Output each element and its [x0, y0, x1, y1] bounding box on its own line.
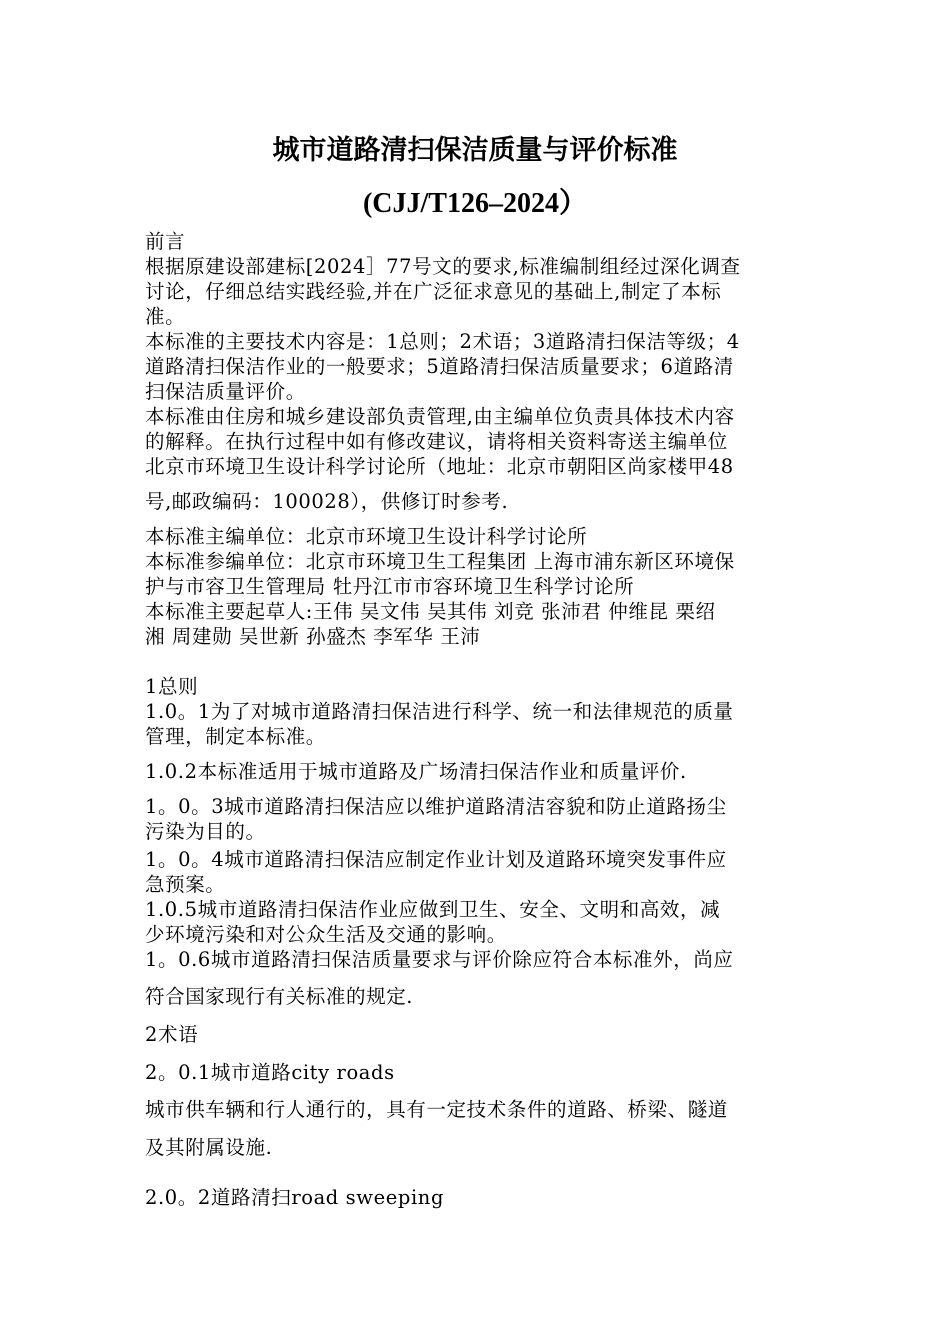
text-line: 号,邮政编码：100028），供修订时参考.: [145, 490, 509, 513]
text-line: 2。0.1城市道路city roads: [145, 1061, 395, 1084]
text-line: 城市供车辆和行人通行的，具有一定技术条件的道路、桥梁、隧道: [145, 1098, 728, 1121]
text-line: 1.0。1为了对城市道路清扫保洁进行科学、统一和法律规范的质量: [145, 700, 734, 723]
text-line: 道路清扫保洁作业的一般要求；5道路清扫保洁质量要求；6道路清: [145, 355, 734, 378]
text-line: 本标准主要起草人:王伟 吴文伟 吴其伟 刘竞 张沛君 仲维昆 栗绍: [145, 600, 716, 623]
text-line: 根据原建设部建标[2024］77号文的要求,标准编制组经过深化调查: [145, 255, 741, 278]
text-line: 1。0。3城市道路清扫保洁应以维护道路清洁容貌和防止道路扬尘: [145, 795, 727, 818]
text-line: 1总则: [145, 675, 199, 698]
text-line: 北京市环境卫生设计科学讨论所（地址：北京市朝阳区尚家楼甲48: [145, 455, 734, 478]
text-line: 准。: [145, 305, 186, 328]
text-line: 1.0.5城市道路清扫保洁作业应做到卫生、安全、文明和高效，减: [145, 898, 721, 921]
text-line: 1.0.2本标准适用于城市道路及广场清扫保洁作业和质量评价.: [145, 760, 687, 783]
document-title: 城市道路清扫保洁质量与评价标准: [272, 135, 678, 166]
text-line: 符合国家现行有关标准的规定.: [145, 985, 414, 1008]
text-line: 2术语: [145, 1023, 199, 1046]
text-line: 本标准由住房和城乡建设部负责管理,由主编单位负责具体技术内容: [145, 405, 735, 428]
text-line: 急预案。: [145, 873, 226, 896]
text-line: 2.0。2道路清扫road sweeping: [145, 1186, 445, 1209]
text-line: 本标准的主要技术内容是：1总则；2术语；3道路清扫保洁等级；4: [145, 330, 740, 353]
text-line: 护与市容卫生管理局 牡丹江市市容环境卫生科学讨论所: [145, 575, 635, 598]
text-line: 的解释。在执行过程中如有修改建议，请将相关资料寄送主编单位: [145, 430, 728, 453]
text-line: 1。0。4城市道路清扫保洁应制定作业计划及道路环境突发事件应: [145, 848, 727, 871]
text-line: 讨论，仔细总结实践经验,并在广泛征求意见的基础上,制定了本标: [145, 280, 722, 303]
text-line: 本标准参编单位：北京市环境卫生工程集团 上海市浦东新区环境保: [145, 550, 735, 573]
text-line: 扫保洁质量评价。: [145, 380, 306, 403]
text-line: 污染为目的。: [145, 820, 266, 843]
standard-code: (CJJ/T126–2024）: [362, 188, 587, 219]
text-line: 湘 周建勋 吴世新 孙盛杰 李军华 王沛: [145, 625, 481, 648]
text-line: 前言: [145, 230, 186, 253]
text-line: 本标准主编单位：北京市环境卫生设计科学讨论所: [145, 525, 588, 548]
text-line: 少环境污染和对公众生活及交通的影响。: [145, 923, 507, 946]
text-line: 1。0.6城市道路清扫保洁质量要求与评价除应符合本标准外，尚应: [145, 948, 734, 971]
text-line: 管理，制定本标准。: [145, 725, 326, 748]
text-line: 及其附属设施.: [145, 1136, 273, 1159]
